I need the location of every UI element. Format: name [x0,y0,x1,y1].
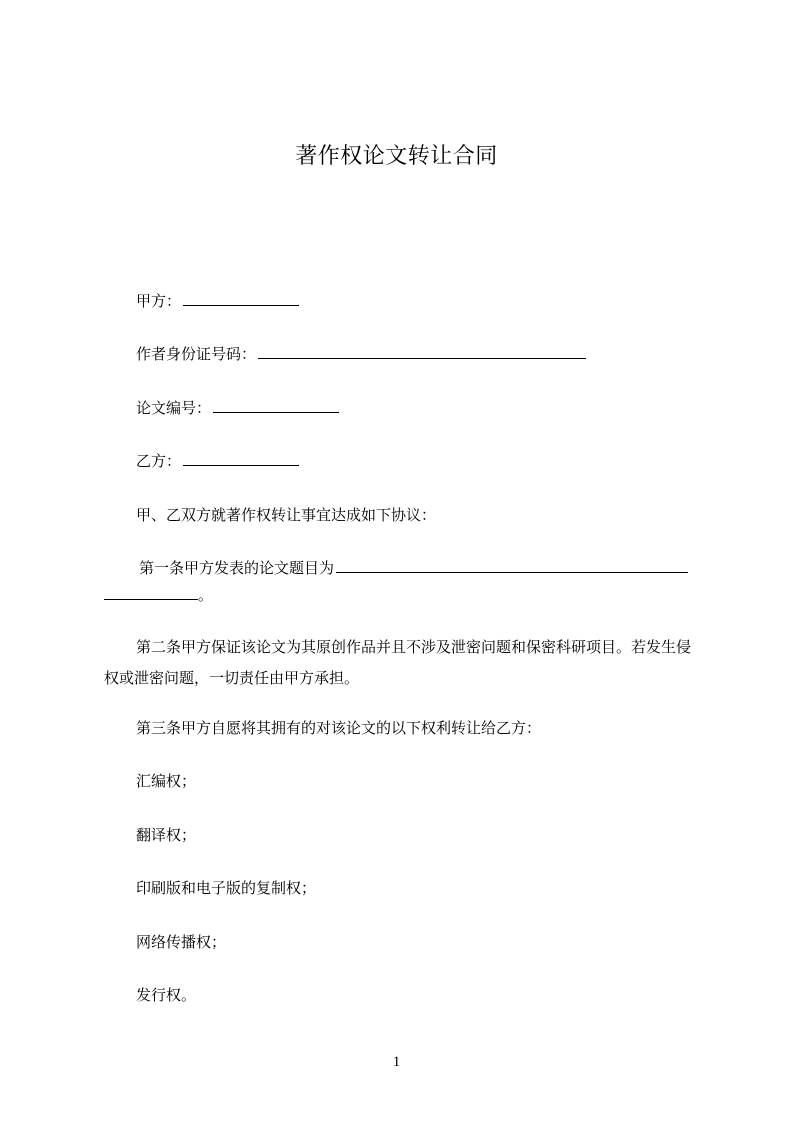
article-1-line-2 [104,582,704,608]
article-1-end: 。 [198,586,214,604]
article-3-line [104,715,736,741]
party-a-label: 甲方： [136,292,182,310]
party-b-blank[interactable] [183,449,299,466]
paper-number-blank[interactable] [213,396,339,413]
article-1-title-blank[interactable] [336,556,688,573]
document-title: 著作权论文转让合同 [295,144,498,169]
page-number: 1 [392,1054,401,1070]
article-1-title-blank-continued[interactable] [104,583,198,600]
paper-number-line [104,395,736,421]
article-1-prefix: 第一条甲方发表的论文题目为 [139,559,335,577]
right-item: 发行权。 [136,986,197,1004]
article-1-line-1 [104,555,739,581]
party-a-line [104,288,736,314]
intro-line [104,502,736,528]
right-item: 翻译权； [136,826,197,844]
right-item: 网络传播权； [136,933,227,951]
id-number-line [104,341,736,367]
right-item: 印刷版和电子版的复制权； [136,879,317,897]
paper-number-label: 论文编号： [136,399,212,417]
party-a-blank[interactable] [183,289,299,306]
id-number-label: 作者身份证号码： [136,345,257,363]
article-3-text: 第三条甲方自愿将其拥有的对该论文的以下权利转让给乙方： [136,719,542,737]
intro-text: 甲、乙双方就著作权转让事宜达成如下协议： [136,506,437,524]
party-b-line [104,448,736,474]
right-item: 汇编权； [136,772,197,790]
id-number-blank[interactable] [258,342,586,359]
party-b-label: 乙方： [136,452,182,470]
article-2-paragraph: 第二条甲方保证该论文为其原创作品并且不涉及泄密问题和保密科研项目。若发生侵权或泄密问题，一切责任由甲方承担。 [104,638,692,687]
